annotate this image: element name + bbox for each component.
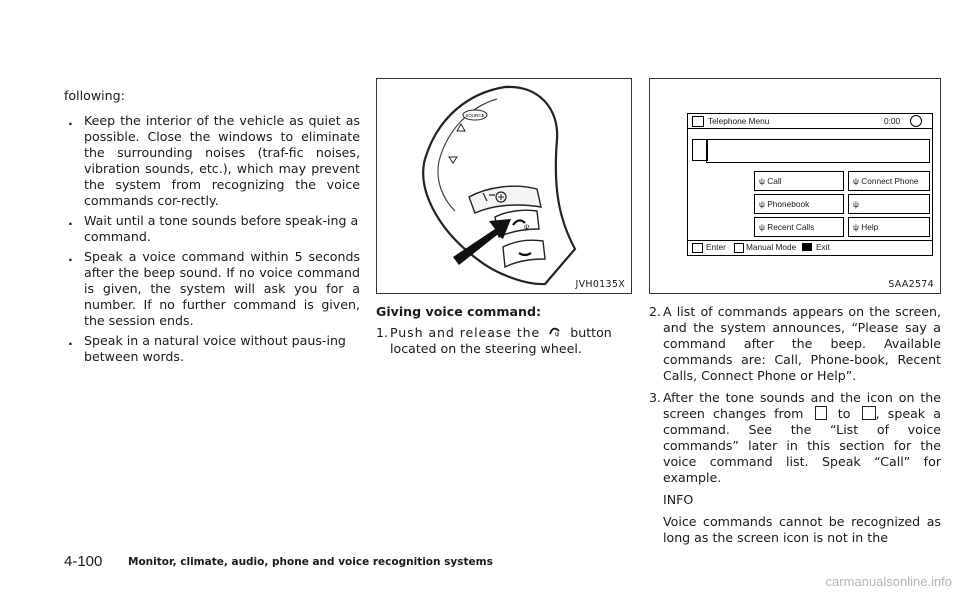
call-button[interactable]: ψ Call: [754, 171, 844, 191]
bullet-text: Keep the interior of the vehicle as quiet as possible. Close the windows to eliminate the surrounding noises (traf-fic noises, vibration sounds, etc.), which may prevent the system from recognizing the voice commands cor-rectly.: [84, 113, 360, 208]
screen-bottom-bar: [688, 240, 932, 255]
left-column: [64, 88, 360, 369]
step-number: 1.: [376, 325, 389, 340]
watermark: carmanualsonline.info: [825, 574, 952, 589]
voice-listening-icon: [862, 406, 876, 420]
step-text: located on the steering wheel.: [390, 341, 582, 356]
phonebook-button[interactable]: ψ Phonebook: [754, 194, 844, 214]
step-text: Push and release the: [390, 325, 541, 340]
bullet-text: Wait until a tone sounds before speak-ing a command.: [84, 213, 359, 244]
step-text: A list of commands appears on the screen, and the system announces, “Please say a command after the beep. Available commands are: Call, Phone-book, Recent Calls, Connect Phone or Help”.: [663, 304, 941, 383]
source-button-label: SOURCE: [465, 113, 485, 118]
recent-calls-button[interactable]: ψ Recent Calls: [754, 217, 844, 237]
svg-text:ψ: ψ: [555, 332, 560, 337]
bullet-item: [64, 333, 360, 365]
telephone-menu-screen: [687, 113, 933, 256]
voice-idle-icon: [815, 406, 827, 420]
intro-text: following:: [64, 88, 125, 103]
blank-button[interactable]: ψ: [848, 194, 930, 214]
section-heading: Giving voice command:: [376, 304, 541, 319]
step-1: [376, 325, 632, 357]
enter-label: Enter: [706, 242, 726, 252]
steering-switch-illustration: [377, 79, 631, 293]
figure-code: SAA2574: [888, 279, 934, 290]
bullet-text: Speak in a natural voice without paus-ing between words.: [84, 333, 346, 364]
step-3: [649, 390, 941, 546]
bullet-dot: .: [68, 113, 73, 128]
step-number: 3.: [649, 390, 662, 405]
figure-code: JVH0135X: [575, 279, 625, 290]
help-button[interactable]: ψ Help: [848, 217, 930, 237]
talk-phone-icon: [544, 325, 566, 341]
connect-phone-button[interactable]: ψ Connect Phone: [848, 171, 930, 191]
manual-mode-label: Manual Mode: [746, 242, 797, 252]
bullet-item: [64, 249, 360, 329]
bullet-dot: .: [68, 213, 73, 228]
step-text: , speak a command. See the “List of voice commands” later in this section for the voice command list. Speak “Call” for example.: [663, 406, 941, 485]
enter-icon: [692, 243, 703, 253]
middle-column: [376, 304, 632, 357]
exit-label: Exit: [816, 242, 830, 252]
back-icon[interactable]: [910, 115, 922, 127]
info-label: INFO: [663, 492, 694, 507]
step-text: button: [570, 325, 612, 340]
page-number: 4-100: [64, 553, 103, 570]
info-text: Voice commands cannot be recognized as long as the screen icon is not in the: [663, 514, 941, 545]
bullet-dot: .: [68, 333, 73, 348]
phone-icon: [692, 116, 704, 127]
svg-text:ψ: ψ: [524, 224, 530, 231]
screen-title: Telephone Menu: [708, 116, 770, 126]
bullet-item: [64, 213, 360, 245]
step-number: 2.: [649, 304, 662, 319]
section-title: Monitor, climate, audio, phone and voice recognition systems: [128, 556, 493, 568]
step-text: to: [837, 406, 851, 421]
manual-mode-icon: [734, 243, 744, 253]
pointer-arrow-icon: [453, 219, 511, 265]
step-2: [649, 304, 941, 384]
bullet-item: [64, 113, 360, 209]
voice-input-field: [706, 139, 930, 163]
steering-switch-figure: [376, 78, 632, 294]
exit-icon: [802, 243, 812, 251]
bullet-text: Speak a voice command within 5 seconds after the beep sound. If no voice command is given, the system will ask you for a number. If no further command is given, the session ends.: [84, 249, 360, 328]
screen-time: 0:00: [884, 116, 901, 126]
bullet-dot: .: [68, 249, 73, 264]
step-text: After the tone sounds and the icon on the screen changes from: [663, 390, 941, 421]
right-column: [649, 304, 941, 546]
screen-header: [688, 114, 932, 129]
